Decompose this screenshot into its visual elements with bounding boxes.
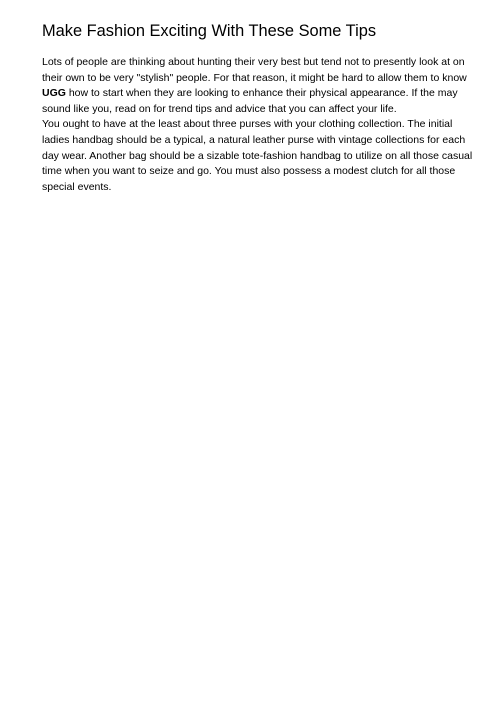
paragraph-2-line-4: time when you want to seize and go. You must also possess a modest clutch for all those (42, 165, 456, 178)
paragraph-1-line-3 (42, 86, 472, 102)
paragraph-1-line-4: sound like you, read on for trend tips and advice that you can affect your life. (42, 102, 397, 115)
paragraph-2-line-3: day wear. Another bag should be a sizable tote-fashion handbag to utilize on all those casual (42, 149, 473, 162)
paragraph-1-line-3-text: how to start when they are looking to enhance their physical appearance. If the may (65, 87, 458, 100)
paragraph-2-line-5: special events. (42, 180, 112, 193)
article-body (42, 55, 472, 195)
paragraph-1 (42, 55, 472, 117)
paragraph-2 (42, 117, 472, 195)
paragraph-2-line-1: You ought to have at the least about three purses with your clothing collection. The initial (42, 118, 453, 131)
page-title: Make Fashion Exciting With These Some Tips (42, 22, 377, 40)
ugg-keyword: UGG (42, 87, 66, 100)
paragraph-2-line-2: ladies handbag should be a typical, a natural leather purse with vintage collections for each (42, 133, 466, 146)
paragraph-1-line-1: Lots of people are thinking about hunting their very best but tend not to presently look at on (42, 56, 465, 68)
paragraph-1-line-2: their own to be very "stylish" people. For that reason, it might be hard to allow them to know (42, 71, 467, 84)
